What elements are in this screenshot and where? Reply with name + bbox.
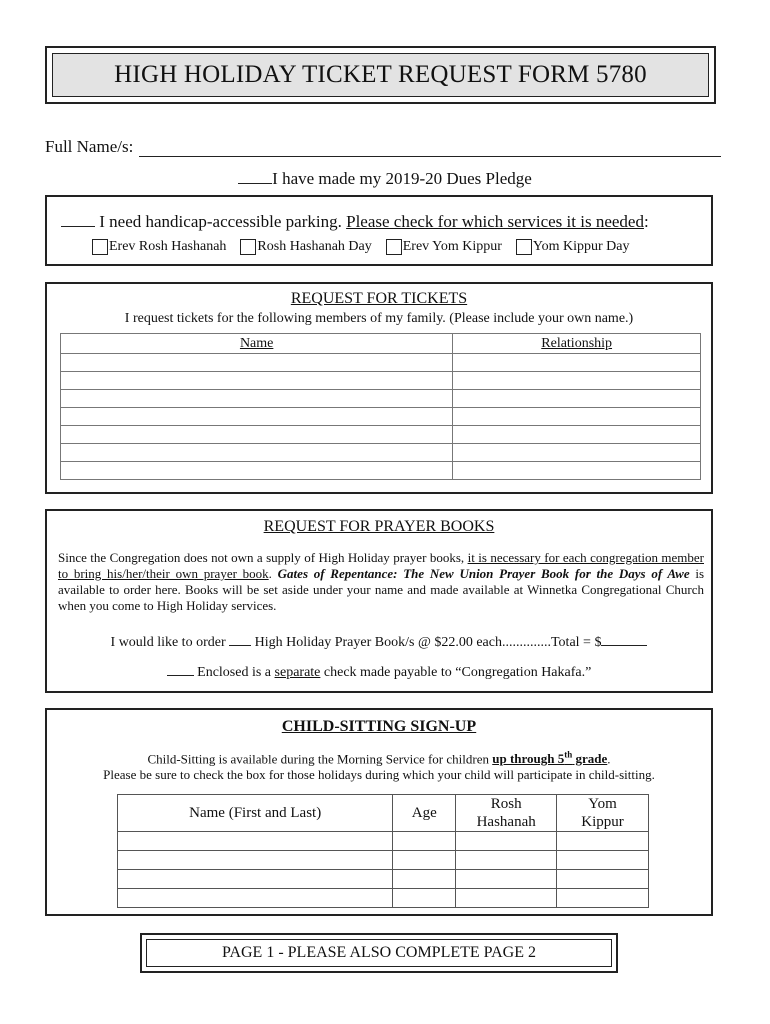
table-row xyxy=(61,372,701,390)
name-cell[interactable] xyxy=(61,372,453,390)
checkbox[interactable] xyxy=(92,239,108,255)
footer-box xyxy=(140,933,618,973)
table-row xyxy=(118,889,649,908)
title-box xyxy=(45,46,716,104)
option-yom-kippur-day[interactable] xyxy=(516,239,630,255)
prayer-books-title: REQUEST FOR PRAYER BOOKS xyxy=(263,518,495,535)
grade-word: grade xyxy=(572,751,608,767)
age-cell[interactable] xyxy=(393,889,456,908)
name-cell[interactable] xyxy=(61,462,453,480)
enclosed-blank[interactable] xyxy=(167,661,194,676)
table-row xyxy=(61,390,701,408)
grade-limit xyxy=(492,751,607,766)
order-label: I would like to order xyxy=(110,635,226,650)
book-title: Gates of Repentance: The New Union Prayer Book for the Days of Awe xyxy=(277,566,690,581)
paragraph-text: Since the Congregation does not own a supply of High Holiday prayer books, xyxy=(58,550,468,565)
table-row xyxy=(118,832,649,851)
option-erev-rosh-hashanah[interactable] xyxy=(92,239,226,255)
relationship-cell[interactable] xyxy=(453,408,701,426)
dues-pledge-blank[interactable] xyxy=(238,166,272,184)
age-cell[interactable] xyxy=(393,870,456,889)
column-header-age: Age xyxy=(393,795,456,832)
column-header-name: Name xyxy=(61,334,453,354)
child-sitting-table xyxy=(117,794,649,908)
tickets-title: REQUEST FOR TICKETS xyxy=(290,290,468,307)
yom-kippur-cell[interactable] xyxy=(557,832,649,851)
relationship-cell[interactable] xyxy=(453,444,701,462)
header-line: Yom xyxy=(588,796,617,812)
tickets-section xyxy=(45,282,713,494)
rosh-hashanah-cell[interactable] xyxy=(456,889,557,908)
prayer-books-section xyxy=(45,509,713,693)
checkbox[interactable] xyxy=(240,239,256,255)
paragraph-text: is available to order here. Books will be set aside under your name and made available at Winnetka Congregational Church when you come to High Holiday services. xyxy=(58,566,705,613)
full-name-label: Full Name/s: xyxy=(45,137,134,156)
option-label: Rosh Hashanah Day xyxy=(257,239,372,254)
child-sitting-title-text: CHILD-SITTING SIGN-UP xyxy=(281,718,477,735)
name-cell[interactable] xyxy=(61,408,453,426)
handicap-label: I need handicap-accessible parking. xyxy=(99,212,342,231)
form-title: HIGH HOLIDAY TICKET REQUEST FORM 5780 xyxy=(52,53,709,97)
table-row xyxy=(61,462,701,480)
handicap-blank[interactable] xyxy=(61,209,95,227)
table-row xyxy=(61,354,701,372)
child-sitting-section xyxy=(45,708,713,916)
total-blank[interactable] xyxy=(601,631,647,646)
checkbox[interactable] xyxy=(516,239,532,255)
enclosed-line xyxy=(47,661,711,681)
name-cell[interactable] xyxy=(118,889,393,908)
relationship-cell[interactable] xyxy=(453,390,701,408)
table-row xyxy=(61,444,701,462)
option-rosh-hashanah-day[interactable] xyxy=(240,239,371,255)
option-erev-yom-kippur[interactable] xyxy=(386,239,502,255)
relationship-cell[interactable] xyxy=(453,372,701,390)
prayer-books-paragraph xyxy=(58,550,704,614)
header-line: Rosh xyxy=(490,796,522,812)
table-row xyxy=(118,870,649,889)
name-cell[interactable] xyxy=(61,426,453,444)
order-price-text: High Holiday Prayer Book/s @ $22.00 each..............Total = $ xyxy=(254,635,602,650)
checkbox[interactable] xyxy=(386,239,402,255)
paragraph-underlined-text: it is necessary for each congregation member to bring his/her/their own prayer book xyxy=(58,550,704,581)
enclosed-text: check made payable to “Congregation Hakafa.” xyxy=(323,665,592,680)
name-cell[interactable] xyxy=(118,870,393,889)
handicap-parking-box xyxy=(45,195,713,266)
yom-kippur-cell[interactable] xyxy=(557,870,649,889)
yom-kippur-cell[interactable] xyxy=(557,851,649,870)
tickets-intro: I request tickets for the following members of my family. (Please include your own name.) xyxy=(124,311,634,326)
relationship-cell[interactable] xyxy=(453,426,701,444)
column-header-name: Name (First and Last) xyxy=(118,795,393,832)
child-sitting-info xyxy=(47,750,711,767)
table-row xyxy=(61,408,701,426)
yom-kippur-cell[interactable] xyxy=(557,889,649,908)
name-cell[interactable] xyxy=(118,851,393,870)
header-line: Kippur xyxy=(581,814,624,830)
handicap-text-row xyxy=(61,209,649,232)
rosh-hashanah-cell[interactable] xyxy=(456,870,557,889)
relationship-cell[interactable] xyxy=(453,354,701,372)
full-name-field[interactable] xyxy=(139,138,721,157)
grade-suffix: th xyxy=(564,750,573,760)
handicap-instruction: Please check for which services it is needed xyxy=(346,212,644,231)
name-cell[interactable] xyxy=(61,390,453,408)
footer-text: PAGE 1 - PLEASE ALSO COMPLETE PAGE 2 xyxy=(146,939,612,967)
info-text: Child-Sitting is available during the Morning Service for children xyxy=(147,751,489,767)
rosh-hashanah-cell[interactable] xyxy=(456,851,557,870)
grade-text: up through 5 xyxy=(492,751,565,767)
child-sitting-instructions: Please be sure to check the box for those holidays during which your child will participate in child-sitting. xyxy=(103,767,655,782)
option-label: Erev Yom Kippur xyxy=(402,239,502,254)
order-line xyxy=(47,631,711,651)
header-line: Hashanah xyxy=(476,814,536,830)
option-label: Yom Kippur Day xyxy=(532,239,630,254)
enclosed-underlined: separate xyxy=(274,665,321,680)
child-sitting-title xyxy=(47,718,711,736)
rosh-hashanah-cell[interactable] xyxy=(456,832,557,851)
full-name-row xyxy=(45,133,721,157)
age-cell[interactable] xyxy=(393,851,456,870)
name-cell[interactable] xyxy=(61,354,453,372)
name-cell[interactable] xyxy=(61,444,453,462)
relationship-cell[interactable] xyxy=(453,462,701,480)
quantity-blank[interactable] xyxy=(229,631,251,646)
option-label: Erev Rosh Hashanah xyxy=(109,239,227,254)
paragraph-text: . xyxy=(268,566,278,581)
handicap-options xyxy=(92,239,630,255)
column-header-relationship: Relationship xyxy=(453,334,701,354)
dues-pledge-text: I have made my 2019-20 Dues Pledge xyxy=(272,169,532,188)
name-cell[interactable] xyxy=(118,832,393,851)
handicap-colon: : xyxy=(643,212,649,231)
table-row xyxy=(118,851,649,870)
column-header-rosh-hashanah xyxy=(456,795,557,832)
enclosed-text: Enclosed is a xyxy=(197,665,272,680)
table-row xyxy=(61,426,701,444)
age-cell[interactable] xyxy=(393,832,456,851)
tickets-table xyxy=(60,333,701,480)
column-header-yom-kippur xyxy=(557,795,649,832)
dues-pledge-row xyxy=(0,166,770,189)
info-text: . xyxy=(607,751,611,767)
